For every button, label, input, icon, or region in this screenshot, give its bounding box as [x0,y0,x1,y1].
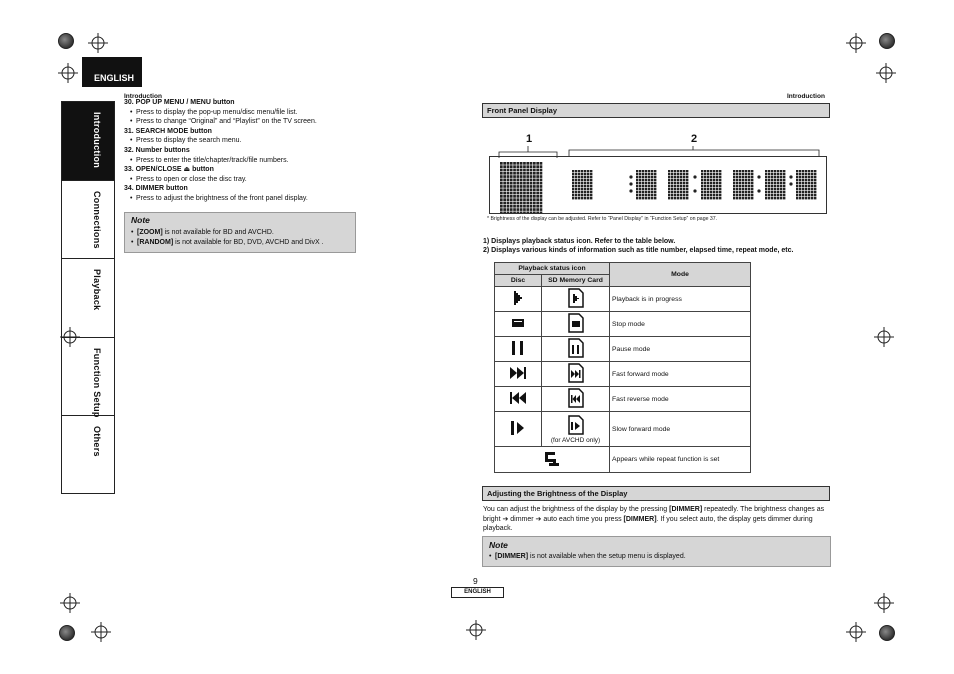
header-sd-card: SD Memory Card [542,275,610,287]
dot-matrix-block [733,170,753,199]
colon-dot [629,182,632,185]
crosshair-icon [58,63,78,83]
sd-slow-forward-icon [567,415,585,435]
section-tabs [61,101,115,494]
crosshair-icon [466,620,486,640]
item-title: 32. Number buttons [124,146,190,154]
crosshair-icon [91,622,111,642]
disc-fast-reverse-icon [495,387,542,412]
note-line: • [ZOOM] is not available for BD and AVCHD. [131,228,349,238]
sd-note: (for AVCHD only) [550,436,601,444]
sd-fast-forward-icon [542,362,610,387]
disc-stop-icon [495,312,542,337]
item-bullet: • Press to adjust the brightness of the front panel display. [124,194,356,204]
item-bullet: • Press to change “Original” and “Playlist” on the TV screen. [124,117,356,127]
item-bullet: • Press to enter the title/chapter/track/file numbers. [124,156,356,166]
dot-matrix-block [572,170,592,199]
mode-label: Pause mode [610,337,751,362]
item-bullet: • Press to display the pop-up menu/disc menu/file list. [124,108,356,118]
registration-mark-icon [58,33,74,49]
colon-dot [789,175,792,178]
tab-connections[interactable]: Connections [62,181,114,260]
description-1: 1) Displays playback status icon. Refer to the table below. [483,238,676,245]
sd-pause-icon [542,337,610,362]
brightness-paragraph: You can adjust the brightness of the display by the pressing [DIMMER] repeatedly. The brightness changes as bright ➔ dimmer ➔ auto each time you press [DIMMER]. If you select auto, the display gets dimmer during playback. [483,506,825,532]
callout-2: 2 [691,133,698,145]
registration-mark-icon [879,33,895,49]
registration-mark-icon [879,625,895,641]
colon-dot [757,175,760,178]
note-line: • [DIMMER] is not available when the setup menu is displayed. [489,553,824,560]
colon-dot [789,182,792,185]
button-descriptions [124,98,356,253]
front-panel-segments [490,157,826,213]
note-heading: Note [131,214,150,225]
repeat-icon [495,447,610,473]
colon-dot [757,189,760,192]
crosshair-icon [846,622,866,642]
crosshair-icon [876,63,896,83]
footer-language: ENGLISH [451,587,504,598]
dot-matrix-block [636,170,656,199]
running-head-right: Introduction [787,93,825,100]
mode-label: Appears while repeat function is set [610,447,751,473]
description-2: 2) Displays various kinds of information such as title number, elapsed time, repeat mode, etc. [483,247,794,254]
colon-dot [693,175,696,178]
crosshair-icon [874,593,894,613]
item-title: 31. SEARCH MODE button [124,127,212,135]
colon-dot [629,175,632,178]
tab-introduction[interactable]: Introduction [62,102,114,181]
display-footnote: * Brightness of the display can be adjusted. Refer to “Panel Display” in “Function Setup” on page 37. [487,216,718,222]
dot-matrix-block [701,170,721,199]
running-head-left: Introduction [124,93,162,100]
crosshair-icon [60,593,80,613]
item-bullet: • Press to display the search menu. [124,136,356,146]
section-heading-brightness: Adjusting the Brightness of the Display [482,486,830,501]
header-playback-status-icon: Playback status icon [495,263,610,275]
disc-play-icon [495,287,542,312]
crosshair-icon [846,33,866,53]
registration-mark-icon [59,625,75,641]
mode-label: Fast reverse mode [610,387,751,412]
sd-slow-forward-cell [542,412,610,447]
front-panel-display [489,156,827,214]
playback-status-table [494,262,751,473]
colon-dot [629,189,632,192]
mode-label: Playback is in progress [610,287,751,312]
note-box [124,212,356,254]
item-title: 30. POP UP MENU / MENU button [124,99,235,106]
dot-matrix-block [668,170,688,199]
sd-fast-reverse-icon [542,387,610,412]
disc-fast-forward-icon [495,362,542,387]
dot-matrix-block [796,170,816,199]
dot-matrix-block [500,162,542,213]
item-title: 33. OPEN/CLOSE ⏏ button [124,166,214,174]
language-tab: ENGLISH [82,57,142,87]
brightness-note-box [482,536,831,567]
header-mode: Mode [610,263,751,287]
mode-label: Slow forward mode [610,412,751,447]
mode-label: Stop mode [610,312,751,337]
crosshair-icon [88,33,108,53]
disc-slow-forward-icon [495,412,542,447]
crosshair-icon [874,327,894,347]
disc-pause-icon [495,337,542,362]
page-number: 9 [473,576,478,586]
tab-others[interactable]: Others [92,426,102,458]
colon-dot [693,189,696,192]
item-title: 34. DIMMER button [124,185,188,193]
tab-function-setup[interactable]: Function Setup [62,338,114,417]
note-line: • [RANDOM] is not available for BD, DVD, AVCHD and DivX . [131,238,349,248]
tab-playback[interactable]: Playback [62,259,114,338]
sd-play-icon [542,287,610,312]
mode-label: Fast forward mode [610,362,751,387]
sd-stop-icon [542,312,610,337]
dot-matrix-block [765,170,785,199]
item-bullet: • Press to open or close the disc tray. [124,175,356,185]
header-disc: Disc [495,275,542,287]
section-heading-front-panel: Front Panel Display [482,103,830,118]
note-heading: Note [489,540,508,550]
callout-1: 1 [526,133,533,145]
